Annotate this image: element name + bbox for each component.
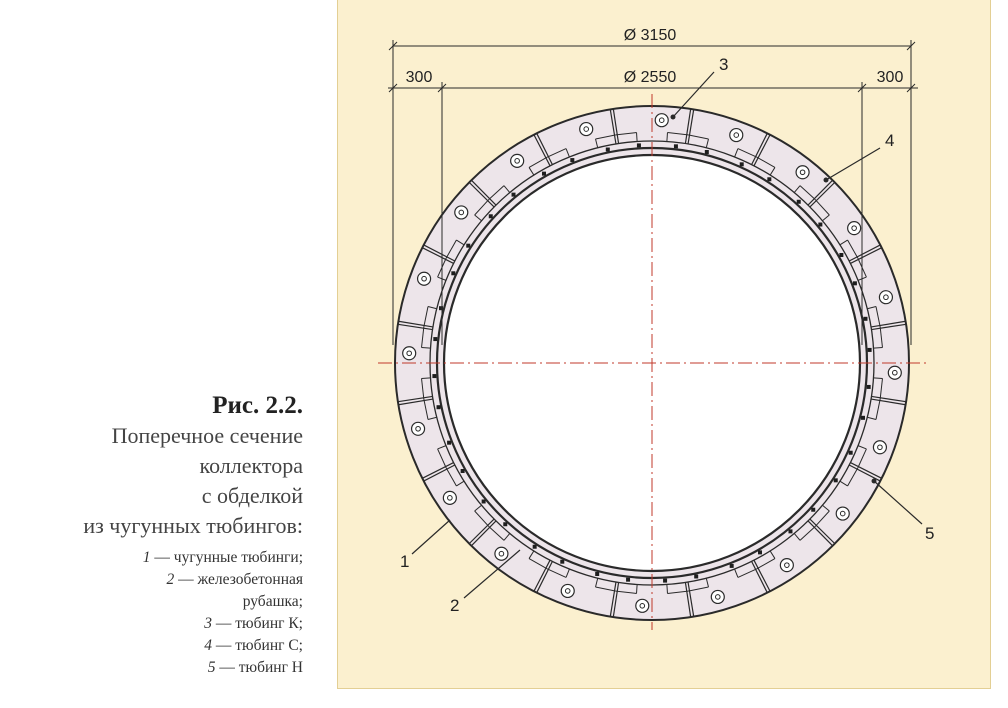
anchor-dot: [694, 574, 698, 578]
bolt-hole: [715, 595, 720, 600]
anchor-dot: [466, 244, 470, 248]
legend-item: 3 — тюбинг К;: [204, 615, 303, 632]
anchor-dot: [834, 478, 838, 482]
anchor-dot: [758, 550, 762, 554]
anchor-dot: [433, 337, 437, 341]
anchor-dot: [437, 405, 441, 409]
anchor-dot: [626, 578, 630, 582]
legend-item: 2 — железобетонная: [166, 571, 303, 588]
segment-c-marker: [824, 178, 829, 183]
legend: [20, 547, 303, 679]
segment-rib: [422, 348, 431, 349]
segment-rib: [874, 378, 883, 379]
bolt-hole: [893, 370, 898, 375]
bolt-hole: [422, 276, 427, 281]
anchor-dot: [663, 579, 667, 583]
anchor-dot: [788, 529, 792, 533]
anchor-dot: [533, 545, 537, 549]
anchor-dot: [867, 385, 871, 389]
callout-5: 5: [925, 524, 935, 543]
figure-title: Рис. 2.2.: [212, 392, 303, 419]
anchor-dot: [560, 560, 564, 564]
anchor-dot: [868, 348, 872, 352]
legend-item: рубашка;: [242, 593, 303, 610]
legend-item: 4 — тюбинг С;: [204, 637, 303, 654]
anchor-dot: [849, 451, 853, 455]
inner-diameter-label: Ø 2550: [623, 69, 677, 86]
segment-k-marker: [671, 115, 676, 120]
segment-rib: [874, 348, 883, 349]
legend-item: 5 — тюбинг Н: [207, 659, 303, 676]
bolt-hole: [878, 445, 883, 450]
anchor-dot: [853, 281, 857, 285]
bolt-hole: [852, 226, 857, 231]
anchor-dot: [451, 271, 455, 275]
callout-3: 3: [719, 55, 729, 74]
bolt-hole: [734, 133, 739, 138]
left-offset-label: 300: [405, 69, 433, 86]
caption-line-1: Поперечное сечение: [111, 423, 303, 448]
bolt-hole: [515, 159, 520, 164]
anchor-dot: [542, 172, 546, 176]
callout-1: 1: [400, 552, 410, 571]
anchor-dot: [767, 177, 771, 181]
anchor-dot: [797, 200, 801, 204]
bolt-hole: [499, 551, 504, 556]
anchor-dot: [606, 148, 610, 152]
figure-caption: [20, 390, 303, 679]
bolt-hole: [448, 496, 453, 501]
callout-2: 2: [450, 596, 460, 615]
bolt-hole: [416, 426, 421, 431]
bolt-hole: [407, 351, 412, 356]
caption-line-4: из чугунных тюбингов:: [83, 513, 303, 538]
bolt-hole: [884, 295, 889, 300]
right-offset-label: 300: [876, 69, 904, 86]
caption-line-2: коллектора: [199, 453, 303, 478]
callout-4: 4: [885, 131, 895, 150]
anchor-dot: [489, 214, 493, 218]
segment-rib: [637, 133, 638, 142]
segment-n-marker: [872, 479, 877, 484]
anchor-dot: [674, 144, 678, 148]
segment-rib: [667, 133, 668, 142]
bolt-hole: [800, 170, 805, 175]
bolt-hole: [840, 511, 845, 516]
caption-line-3: с обделкой: [201, 483, 303, 508]
anchor-dot: [863, 317, 867, 321]
anchor-dot: [730, 564, 734, 568]
legend-item: 1 — чугунные тюбинги;: [142, 549, 303, 566]
anchor-dot: [740, 162, 744, 166]
segment-rib: [422, 378, 431, 379]
bolt-hole: [459, 210, 464, 215]
bolt-hole: [659, 118, 664, 123]
anchor-dot: [811, 508, 815, 512]
anchor-dot: [705, 150, 709, 154]
anchor-dot: [637, 143, 641, 147]
anchor-dot: [595, 572, 599, 576]
anchor-dot: [861, 416, 865, 420]
bolt-hole: [785, 563, 790, 568]
bolt-hole: [640, 604, 645, 609]
anchor-dot: [839, 253, 843, 257]
anchor-dot: [447, 441, 451, 445]
anchor-dot: [461, 469, 465, 473]
anchor-dot: [482, 499, 486, 503]
anchor-dot: [432, 374, 436, 378]
outer-diameter-label: Ø 3150: [623, 27, 677, 44]
anchor-dot: [512, 193, 516, 197]
bolt-hole: [584, 127, 589, 132]
segment-rib: [667, 585, 668, 594]
bolt-hole: [565, 589, 570, 594]
anchor-dot: [818, 223, 822, 227]
anchor-dot: [570, 158, 574, 162]
anchor-dot: [503, 522, 507, 526]
segment-rib: [637, 585, 638, 594]
